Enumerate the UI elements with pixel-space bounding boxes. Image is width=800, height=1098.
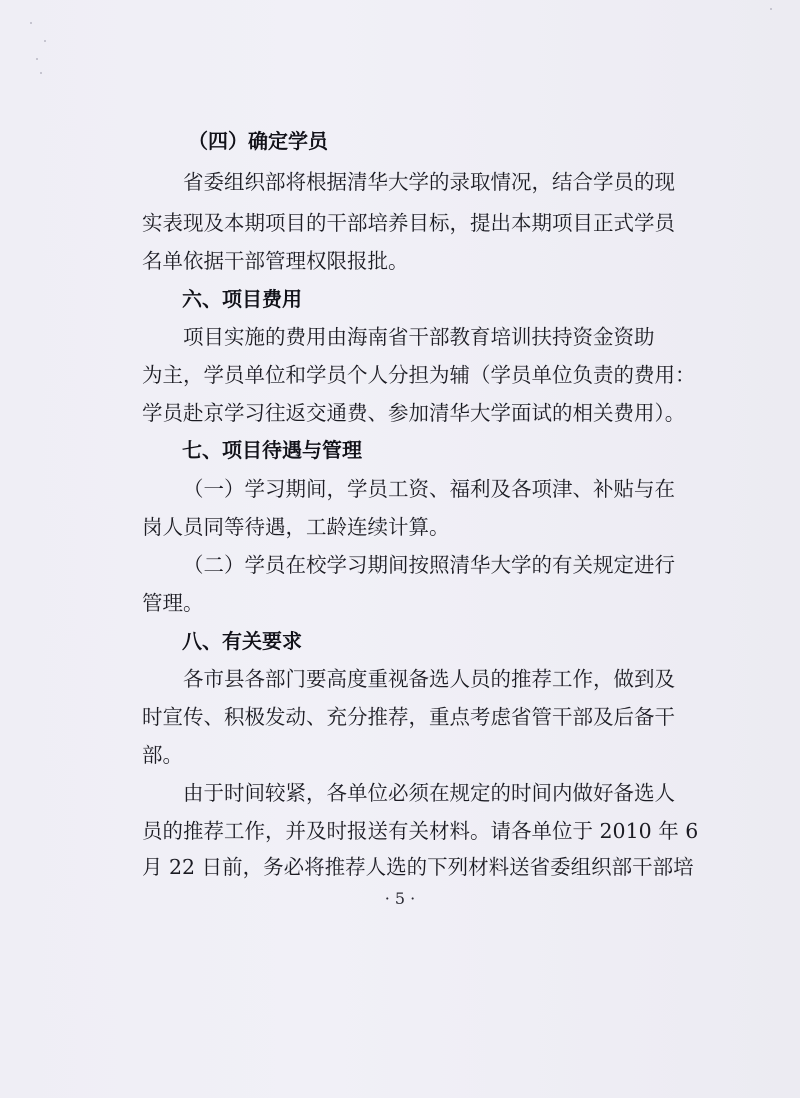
scan-speck — [30, 22, 32, 24]
page-number: · 5 · — [384, 889, 416, 908]
scan-speck — [40, 72, 42, 74]
paragraph-line: 部。 — [142, 743, 183, 767]
paragraph-line: 员的推荐工作，并及时报送有关材料。请各单位于 2010 年 6 — [142, 819, 699, 843]
paragraph-line: 时宣传、积极发动、充分推荐，重点考虑省管干部及后备干 — [142, 705, 675, 729]
paragraph-line: 由于时间较紧，各单位必须在规定的时间内做好备选人 — [183, 781, 675, 805]
paragraph-line: 名单依据干部管理权限报批。 — [142, 249, 409, 273]
paragraph-line: （一）学习期间，学员工资、福利及各项津、补贴与在 — [183, 477, 675, 501]
paragraph-line: 项目实施的费用由海南省干部教育培训扶持资金资助 — [183, 325, 655, 349]
section-heading-treatment-management: 七、项目待遇与管理 — [182, 438, 362, 462]
paragraph-line: 各市县各部门要高度重视备选人员的推荐工作，做到及 — [183, 667, 675, 691]
paragraph-line: 管理。 — [142, 591, 204, 615]
section-heading-confirm-students: （四）确定学员 — [188, 129, 328, 153]
paragraph-line: 省委组织部将根据清华大学的录取情况，结合学员的现 — [183, 170, 675, 194]
section-heading-requirements: 八、有关要求 — [182, 629, 302, 653]
paragraph-line: 实表现及本期项目的干部培养目标，提出本期项目正式学员 — [142, 211, 675, 235]
paragraph-line: 岗人员同等待遇，工龄连续计算。 — [142, 515, 450, 539]
scan-speck — [36, 58, 38, 60]
section-heading-project-fees: 六、项目费用 — [182, 287, 302, 311]
paragraph-line: 学员赴京学习往返交通费、参加清华大学面试的相关费用）。 — [142, 401, 686, 425]
scan-speck — [770, 8, 772, 10]
paragraph-line: 为主，学员单位和学员个人分担为辅（学员单位负责的费用： — [142, 363, 696, 387]
paragraph-line: （二）学员在校学习期间按照清华大学的有关规定进行 — [183, 553, 675, 577]
scan-speck — [44, 40, 46, 42]
paragraph-line: 月 22 日前，务必将推荐人选的下列材料送省委组织部干部培 — [142, 855, 694, 879]
